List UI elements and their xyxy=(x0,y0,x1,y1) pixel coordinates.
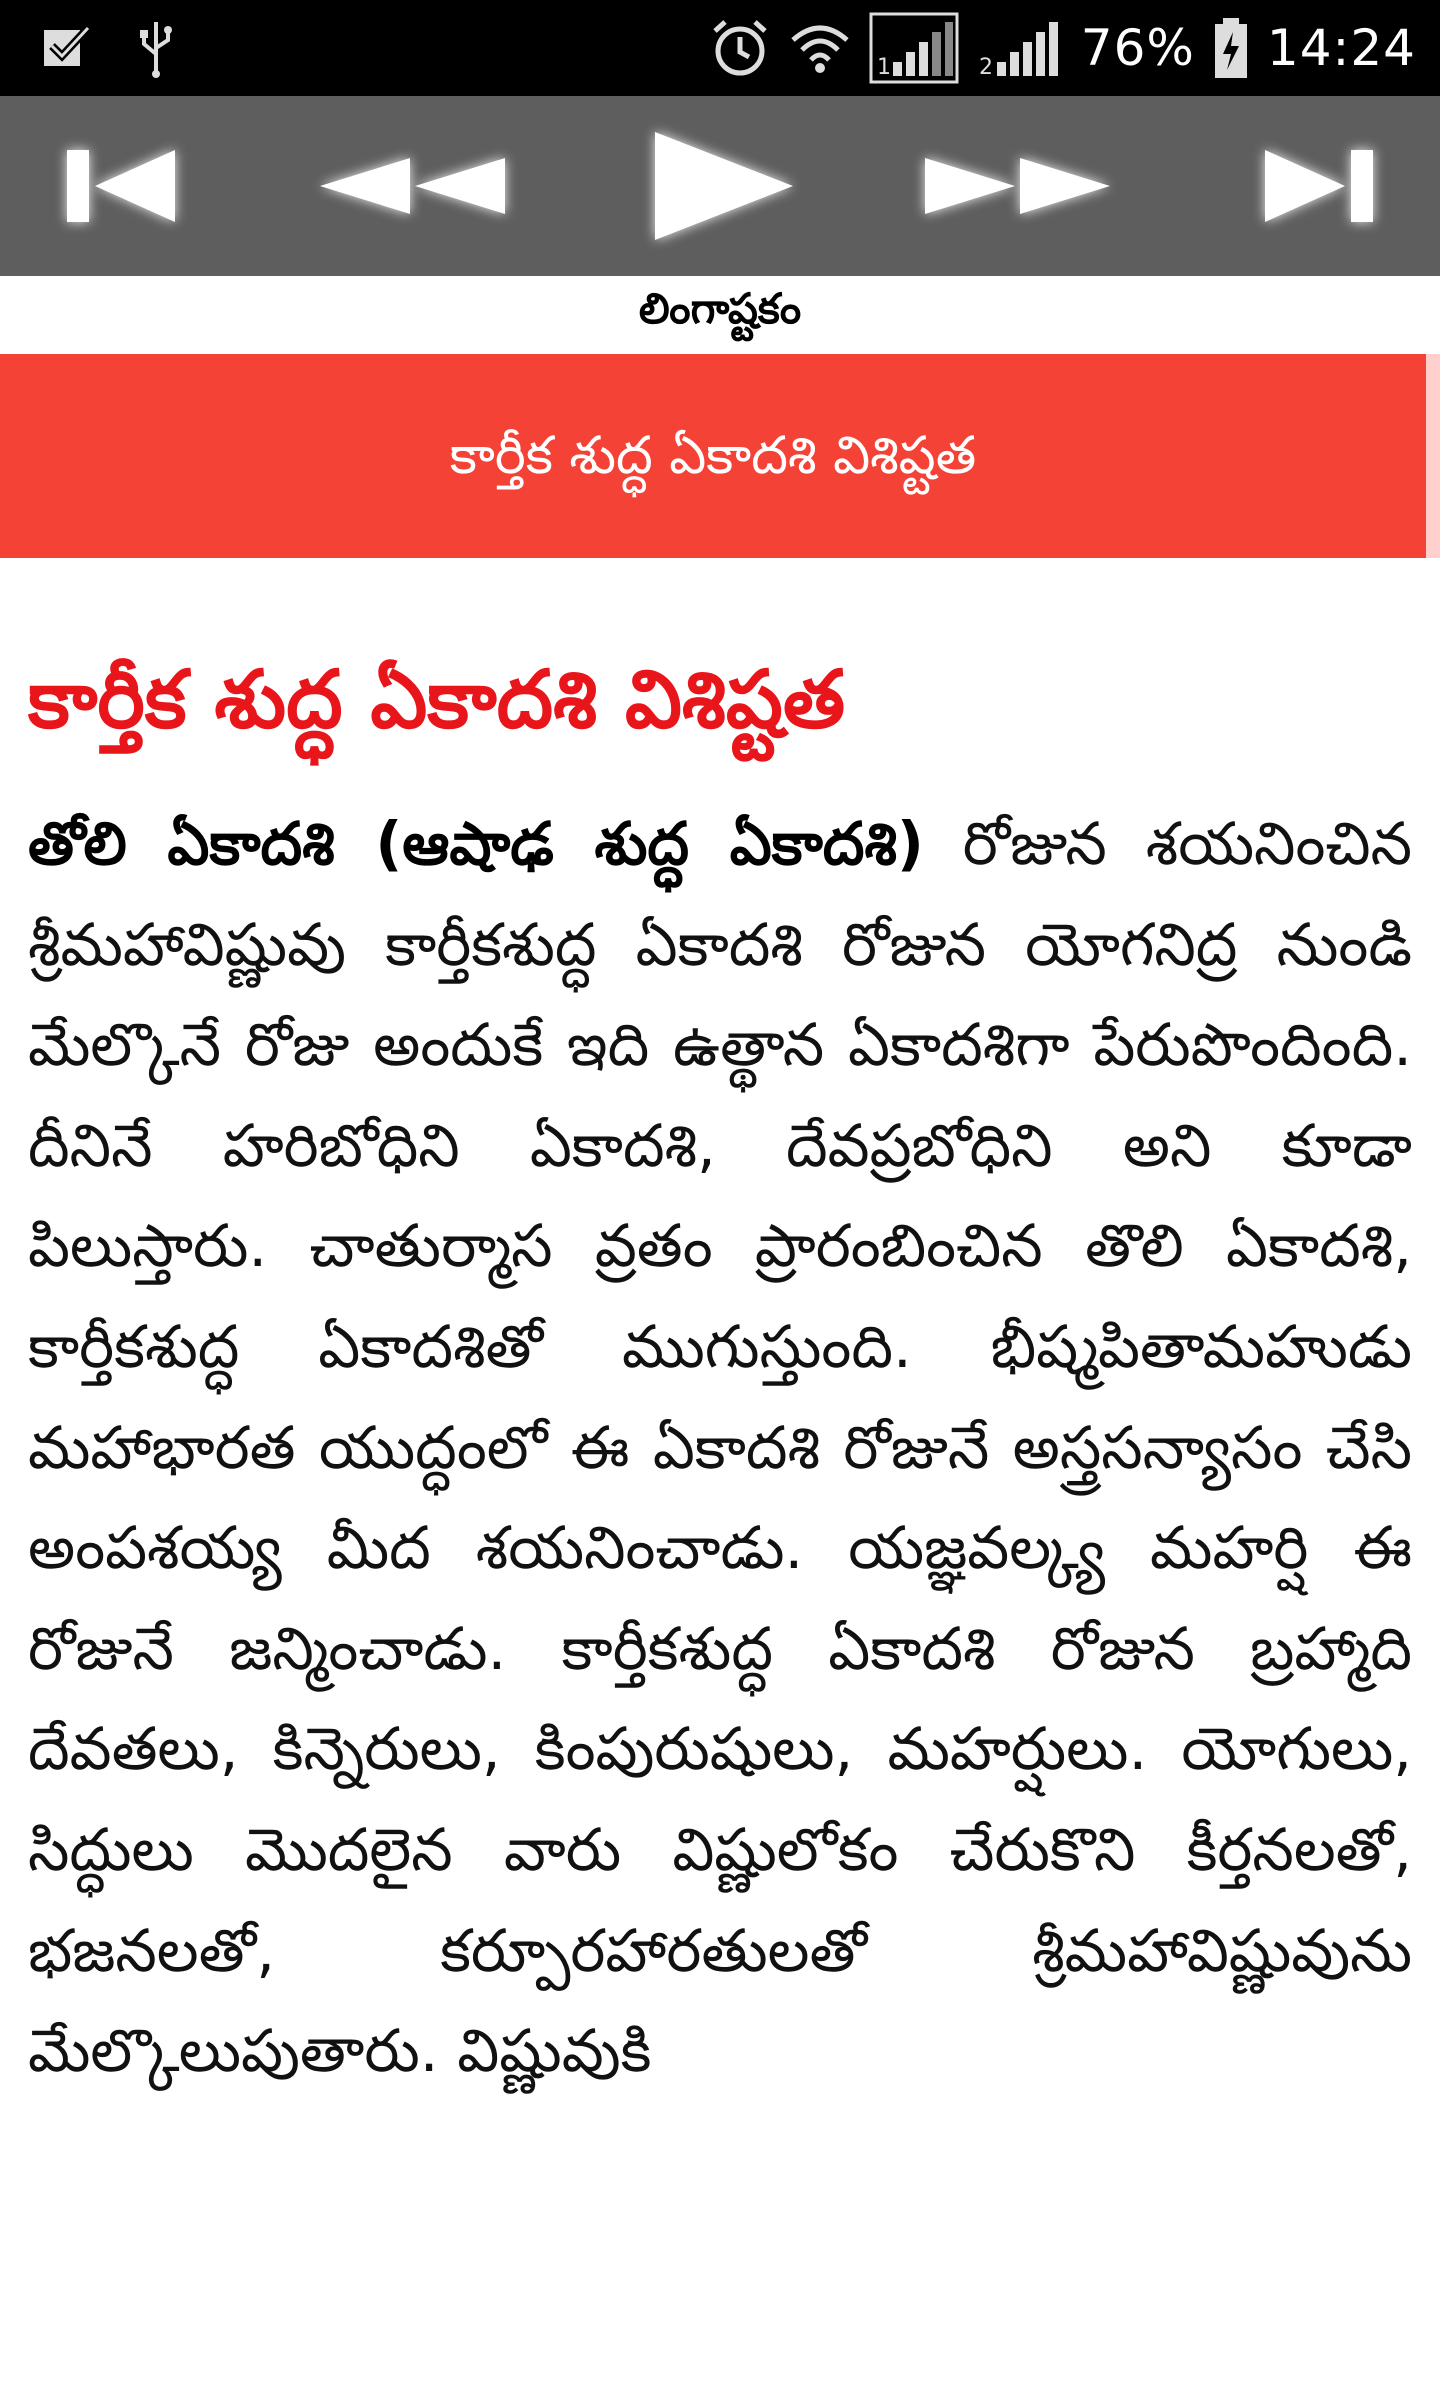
article-banner: కార్తీక శుద్ధ ఏకాదశి విశిష్టత xyxy=(0,354,1426,558)
wifi-icon xyxy=(789,22,851,74)
signal-sim1-icon xyxy=(869,12,959,84)
clock: 14:24 xyxy=(1266,19,1416,77)
article-content xyxy=(28,640,1412,2102)
skip-next-icon xyxy=(1255,136,1385,236)
fast-forward-button[interactable] xyxy=(910,126,1130,246)
check-icon xyxy=(40,22,92,74)
rewind-button[interactable] xyxy=(300,126,520,246)
skip-previous-button[interactable] xyxy=(50,126,190,246)
article-body xyxy=(28,794,1412,2102)
skip-previous-icon xyxy=(55,136,185,236)
svg-text:1: 1 xyxy=(876,55,891,80)
play-icon xyxy=(635,126,805,246)
skip-next-button[interactable] xyxy=(1250,126,1390,246)
usb-icon xyxy=(136,18,176,78)
article-text: రోజున శయనించిన శ్రీమహావిష్ణువు కార్తీకశుద్ధ ఏకాదశి రోజున యోగనిద్ర నుండి మేల్కొనే రోజు అందుకే ఇది ఉత్థాన ఏకాదశిగా పేరుపొందింది. దీనినే హరిబోధిని ఏకాదశి, దేవప్రబోధిని అని కూడా పిలుస్తారు. చాతుర్మాస వ్రతం ప్రారంబించిన తొలి ఏకాదశి, కార్తీకశుద్ధ ఏకాదశితో ముగుస్తుంది. భీష్మపితామహుడు మహాభారత యుద్ధంలో ఈ ఏకాదశి రోజునే అస్త్రసన్యాసం చేసి అంపశయ్య మీద శయనించాడు. యజ్ఞవల్క్య మహర్షి ఈ రోజునే జన్మించాడు. కార్తీకశుద్ధ ఏకాదశి రోజున బ్రహ్మాది దేవతలు, కిన్నెరులు, కింపురుషులు, మహర్షులు. యోగులు, సిద్ధులు మొదలైన వారు విష్ణులోకం చేరుకొని కీర్తనలతో, భజనలతో, కర్పూరహారతులతో శ్రీమహావిష్ణువును మేల్కొలుపుతారు. విష్ణువుకి xyxy=(28,809,1413,2086)
article-heading: కార్తీక శుద్ధ ఏకాదశి విశిష్టత xyxy=(28,653,846,746)
play-button[interactable] xyxy=(630,126,810,246)
rewind-icon xyxy=(305,136,515,236)
battery-charging-icon xyxy=(1213,16,1249,80)
scroll-edge xyxy=(1426,354,1440,558)
player-controls xyxy=(0,96,1440,276)
status-bar xyxy=(0,0,1440,96)
signal-sim2-icon xyxy=(977,12,1063,84)
article-bold-lead: తోలి ఏకాదశి (ఆషాఢ శుద్ధ ఏకాదశి) xyxy=(28,809,924,878)
track-title: లింగాష్టకం xyxy=(0,276,1440,354)
fast-forward-icon xyxy=(915,136,1125,236)
alarm-icon xyxy=(709,17,771,79)
svg-text:2: 2 xyxy=(978,55,993,80)
battery-percent: 76% xyxy=(1080,19,1195,77)
